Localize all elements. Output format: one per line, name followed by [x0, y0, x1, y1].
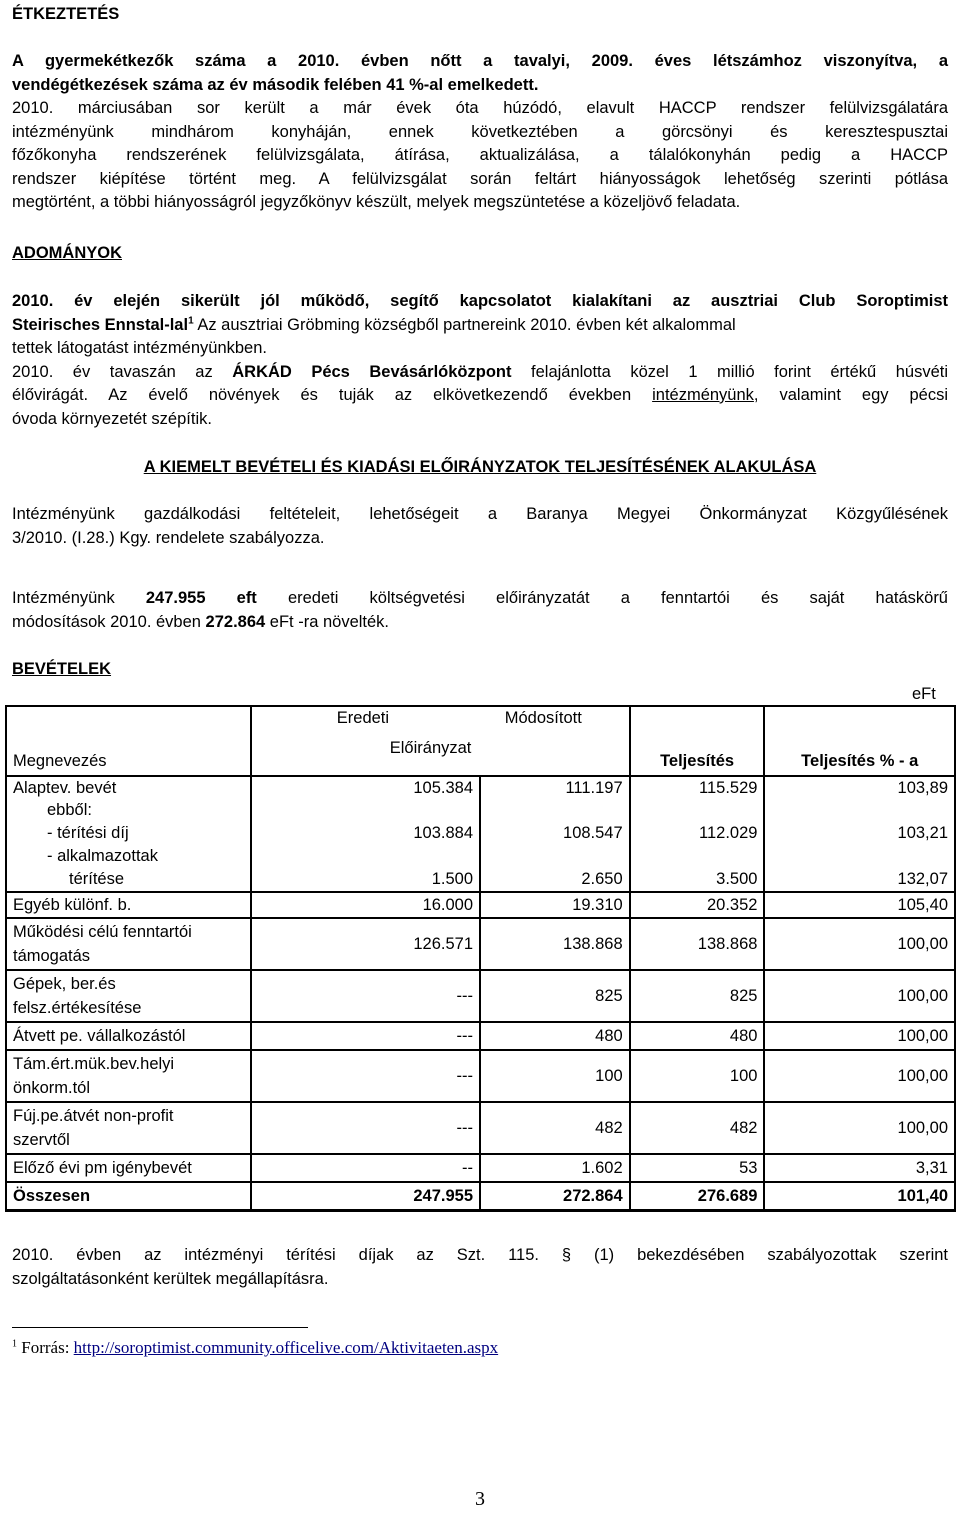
total-teljesites: 276.689 [630, 1182, 765, 1211]
amount-modified: 272.864 [205, 612, 266, 631]
paragraph-line [12, 314, 948, 338]
cell-teljesites: 20.352 [630, 892, 765, 918]
cell-modositott: 480 [480, 1022, 630, 1050]
total-name: Összesen [6, 1182, 251, 1211]
footnote [12, 1338, 498, 1358]
cell-modositott [480, 799, 630, 821]
cell-eredeti: 16.000 [251, 892, 480, 918]
paragraph-line: főzőkonyha rendszerének felülvizsgálata, átírása, aktualizálása, a tálalókonyhán pedig a HACCP [12, 146, 948, 164]
cell-pct: 100,00 [764, 1102, 955, 1154]
cell-name: Előző évi pm igénybevét [6, 1154, 251, 1182]
cell-eredeti: --- [251, 1050, 480, 1102]
cell-name: térítése [6, 867, 251, 892]
cell-modositott: 482 [480, 1102, 630, 1154]
paragraph-line: 3/2010. (I.28.) Kgy. rendelete szabályozza. [12, 528, 325, 547]
table-row [6, 1022, 955, 1050]
paragraph-line: 2010. év elején sikerült jól működő, segítő kapcsolatot kialakítani az ausztriai Club Soroptimist [12, 292, 948, 310]
text-span: eFt -ra növelték. [265, 612, 390, 631]
total-eredeti: 247.955 [251, 1182, 480, 1211]
text-span: Intézményünk [12, 589, 146, 607]
paragraph-line: Intézményünk gazdálkodási feltételeit, lehetőségeit a Baranya Megyei Önkormányzat Közgyűlésének [12, 505, 948, 523]
cell-teljesites: 825 [630, 970, 765, 1022]
total-pct: 101,40 [764, 1182, 955, 1211]
table-header-row [6, 706, 955, 776]
cell-eredeti [251, 799, 480, 821]
cell-pct: 103,21 [764, 821, 955, 845]
paragraph-line: szolgáltatásonként kerültek megállapításra. [12, 1269, 329, 1288]
cell-pct: 3,31 [764, 1154, 955, 1182]
cell-eredeti: 105.384 [251, 776, 480, 799]
paragraph-line [12, 587, 948, 611]
cell-modositott: 100 [480, 1050, 630, 1102]
cell-pct [764, 845, 955, 867]
cell-modositott: 1.602 [480, 1154, 630, 1182]
table-row [6, 799, 955, 821]
heading-bevetelek: BEVÉTELEK [12, 660, 112, 678]
paragraph-line: megtörtént, a többi hiányosságról jegyzőkönyv készült, melyek megszüntetése a közeljövő feladata. [12, 193, 741, 211]
cell-modositott: 825 [480, 970, 630, 1022]
cell-pct: 105,40 [764, 892, 955, 918]
cell-name: - alkalmazottak [6, 845, 251, 867]
cell-name: Átvett pe. vállalkozástól [6, 1022, 251, 1050]
table-row [6, 1102, 955, 1154]
cell-teljesites: 100 [630, 1050, 765, 1102]
paragraph-teritesi-dijak [12, 1244, 948, 1291]
amount-original: 247.955 eft [145, 589, 257, 607]
cell-eredeti: --- [251, 970, 480, 1022]
heading-adomanyok: ADOMÁNYOK [12, 244, 122, 262]
header-eloiranyzat [251, 706, 630, 776]
cell-teljesites: 53 [630, 1154, 765, 1182]
paragraph-line: 2010. márciusában sor került a már évek óta húzódó, elavult HACCP rendszer felülvizsgálatára [12, 99, 948, 117]
paragraph-line: óvoda környezetét szépítik. [12, 409, 212, 428]
paragraph-line: intézményünk mindhárom konyháján, ennek következtében a görcsönyi és keresztespusztai [12, 122, 948, 141]
table-row [6, 845, 955, 867]
cell-modositott: 138.868 [480, 918, 630, 970]
cell-pct [764, 799, 955, 821]
cell-name: Tám.ért.mük.bev.helyi önkorm.tól [6, 1050, 251, 1102]
cell-name: Alaptev. bevét [6, 776, 251, 799]
cell-eredeti [251, 845, 480, 867]
text-span: felajánlotta közel 1 millió forint értékű húsvéti [511, 362, 948, 381]
cell-eredeti: -- [251, 1154, 480, 1182]
table-row [6, 918, 955, 970]
header-teljesites-pct: Teljesítés % - a [764, 706, 955, 776]
header-modositott: Módosított [504, 709, 582, 727]
cell-teljesites: 138.868 [630, 918, 765, 970]
cell-pct: 103,89 [764, 776, 955, 799]
text-span: eredeti költségvetési előirányzatát a fenntartói és saját hatáskörű [256, 589, 948, 607]
paragraph-adomanyok [12, 290, 948, 431]
cell-pct: 100,00 [764, 918, 955, 970]
footnote-separator [12, 1327, 308, 1328]
page-number: 3 [475, 1488, 485, 1510]
cell-pct: 100,00 [764, 1050, 955, 1102]
header-eloiranyzat-label: Előirányzat [389, 739, 472, 757]
cell-teljesites [630, 845, 765, 867]
paragraph-haccp [12, 97, 948, 215]
table-row [6, 892, 955, 918]
cell-eredeti: --- [251, 1102, 480, 1154]
cell-name: Egyéb különf. b. [6, 892, 251, 918]
cell-teljesites: 115.529 [630, 776, 765, 799]
paragraph-line [12, 611, 948, 635]
cell-name: Működési célú fenntartói támogatás [6, 918, 251, 970]
heading-kiemelt: A KIEMELT BEVÉTELI ÉS KIADÁSI ELŐIRÁNYZATOK TELJESÍTÉSÉNEK ALAKULÁSA [143, 458, 817, 476]
header-teljesites: Teljesítés [630, 706, 765, 776]
paragraph-line: rendszer kiépítése történt meg. A felülvizsgálat során feltárt hiányosságok lehetőség szerinti pótlása [12, 169, 948, 188]
paragraph-line [12, 384, 948, 408]
cell-pct: 100,00 [764, 970, 955, 1022]
table-total-row [6, 1182, 955, 1211]
footnote-number: 1 [12, 1338, 17, 1350]
cell-teljesites: 480 [630, 1022, 765, 1050]
text-span: , valamint egy pécsi [753, 386, 949, 404]
cell-pct: 100,00 [764, 1022, 955, 1050]
text-span: módosítások 2010. évben [12, 612, 206, 631]
cell-name: ebből: [6, 799, 251, 821]
cell-modositott [480, 845, 630, 867]
heading-etkeztetes: ÉTKEZTETÉS [12, 5, 120, 23]
header-eredeti: Eredeti [336, 709, 390, 727]
cell-name: - térítési díj [6, 821, 251, 845]
footnote-label: Forrás: [17, 1338, 74, 1357]
table-row [6, 1154, 955, 1182]
cell-name: Fúj.pe.átvét non-profit szervtől [6, 1102, 251, 1154]
table-body [6, 776, 955, 1211]
cell-pct: 132,07 [764, 867, 955, 892]
cell-modositott: 2.650 [480, 867, 630, 892]
text-span: Az ausztriai Gröbming községből partnereink 2010. évben két alkalommal [193, 315, 736, 334]
cell-name: Gépek, ber.és felsz.értékesítése [6, 970, 251, 1022]
unit-label: eFt [912, 685, 936, 703]
table-row [6, 970, 955, 1022]
table-row [6, 867, 955, 892]
text-span: élővirágát. Az évelő növények és tuják az elkövetkezendő években [12, 386, 653, 404]
club-name: Steirisches Ennstal-lal [12, 315, 189, 334]
cell-teljesites: 112.029 [630, 821, 765, 845]
cell-eredeti: --- [251, 1022, 480, 1050]
cell-modositott: 19.310 [480, 892, 630, 918]
paragraph-eloiranyzat [12, 587, 948, 634]
header-megnevezes: Megnevezés [6, 706, 251, 776]
text-span: 2010. év tavaszán az [12, 362, 233, 381]
footnote-ref: 1 [188, 315, 194, 326]
cell-modositott: 108.547 [480, 821, 630, 845]
paragraph-gazdalkodas [12, 503, 948, 550]
cell-modositott: 111.197 [480, 776, 630, 799]
table-row [6, 821, 955, 845]
paragraph-line: vendégétkezések száma az év második felében 41 %-al emelkedett. [12, 75, 539, 94]
cell-teljesites [630, 799, 765, 821]
cell-eredeti: 126.571 [251, 918, 480, 970]
paragraph-line: tettek látogatást intézményünkben. [12, 339, 267, 357]
cell-teljesites: 3.500 [630, 867, 765, 892]
paragraph-gyermeketkezok [12, 50, 948, 97]
revenue-table [5, 705, 956, 1212]
paragraph-line [12, 361, 948, 385]
cell-eredeti: 103.884 [251, 821, 480, 845]
cell-teljesites: 482 [630, 1102, 765, 1154]
table-row [6, 1050, 955, 1102]
arkad-name: ÁRKÁD Pécs Bevásárlóközpont [232, 362, 512, 381]
paragraph-line: A gyermekétkezők száma a 2010. évben nőtt a tavalyi, 2009. éves létszámhoz viszonyítva, a [12, 52, 948, 70]
footnote-link[interactable]: http://soroptimist.community.officelive.com/Aktivitaeten.aspx [73, 1338, 499, 1357]
paragraph-line: 2010. évben az intézményi térítési díjak az Szt. 115. § (1) bekezdésében szabályozottak szerint [12, 1246, 948, 1264]
cell-eredeti: 1.500 [251, 867, 480, 892]
underlined-word: intézményünk [652, 386, 754, 404]
table-row [6, 776, 955, 799]
total-modositott: 272.864 [480, 1182, 630, 1211]
